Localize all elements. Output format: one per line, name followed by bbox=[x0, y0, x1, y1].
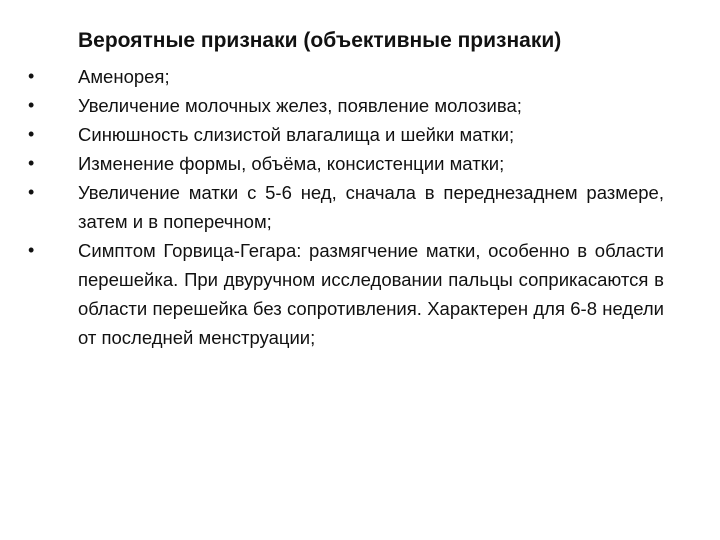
bullet-icon: • bbox=[28, 124, 35, 144]
bullet-list bbox=[28, 62, 664, 352]
list-item bbox=[28, 149, 664, 178]
list-item bbox=[28, 120, 664, 149]
list-item-text: Синюшность слизистой влагалища и шейки матки; bbox=[78, 124, 515, 145]
bullet-icon: • bbox=[28, 95, 35, 115]
bullet-icon: • bbox=[28, 153, 35, 173]
list-item bbox=[28, 236, 664, 352]
slide-title: Вероятные признаки (объективные признаки) bbox=[78, 29, 562, 52]
list-item bbox=[28, 62, 664, 91]
bullet-icon: • bbox=[28, 240, 35, 260]
list-item-text: Увеличение молочных желез, появление молозива; bbox=[78, 95, 522, 116]
list-item bbox=[28, 91, 664, 120]
list-item-text: Увеличение матки с 5-6 нед, сначала в переднезаднем размере, затем и в поперечном; bbox=[78, 182, 664, 232]
list-item-text: Аменорея; bbox=[78, 66, 170, 87]
bullet-icon: • bbox=[28, 66, 35, 86]
list-item-text: Симптом Горвица-Гегара: размягчение матки, особенно в области перешейка. При двуручном исследовании пальцы соприкасаются в области перешейка без сопротивления. Характерен для 6-8 недели от последней менструации; bbox=[78, 240, 664, 348]
list-item-text: Изменение формы, объёма, консистенции матки; bbox=[78, 153, 505, 174]
bullet-icon: • bbox=[28, 182, 35, 202]
list-item bbox=[28, 178, 664, 236]
